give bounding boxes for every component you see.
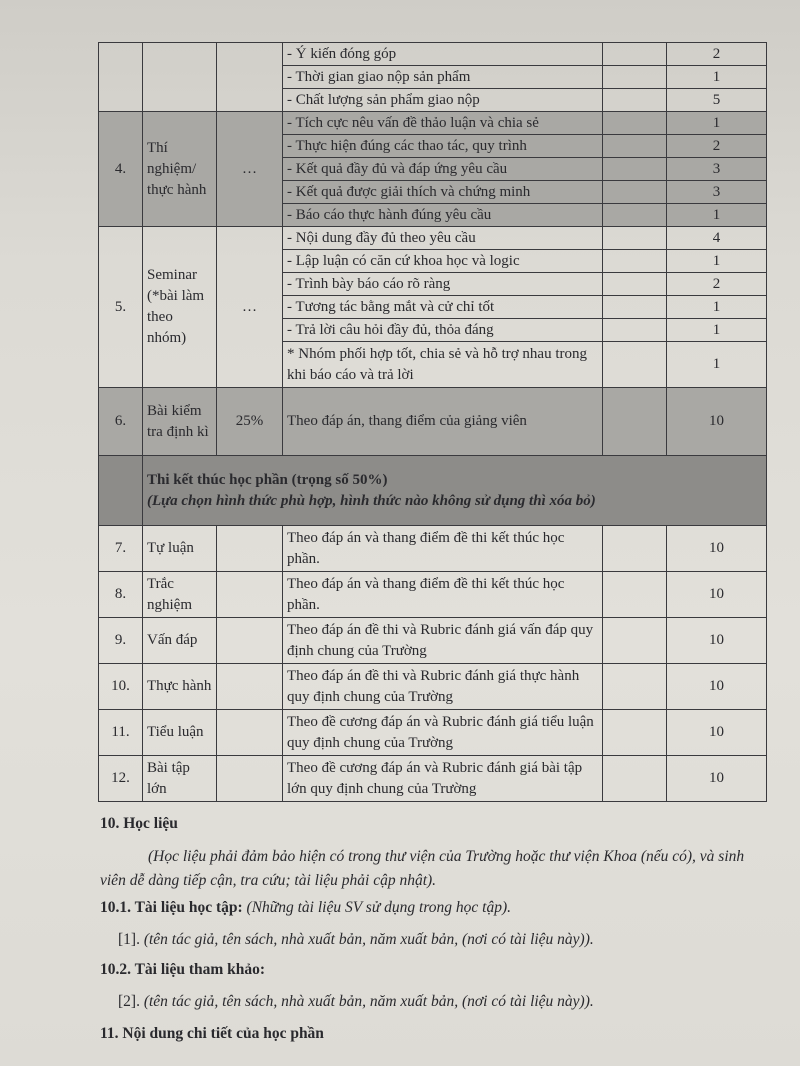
row-number: 10. (99, 664, 143, 710)
row-number: 8. (99, 572, 143, 618)
table-row (99, 112, 767, 135)
final-exam-header-row (99, 456, 767, 526)
assessment-weight: … (217, 112, 283, 227)
table-row (99, 710, 767, 756)
table-row (99, 388, 767, 456)
criterion-desc: Theo đề cương đáp án và Rubric đánh giá tiểu luận quy định chung của Trường (283, 710, 603, 756)
criterion-desc: Theo đáp án và thang điểm đề thi kết thúc học phần. (283, 526, 603, 572)
criterion-points: 2 (667, 135, 767, 158)
section-10-heading: 10. Học liệu (100, 815, 178, 832)
criterion-desc: * Nhóm phối hợp tốt, chia sẻ và hỗ trợ nhau trong khi báo cáo và trả lời (283, 342, 603, 388)
row-number: 6. (99, 388, 143, 456)
row-number: 11. (99, 710, 143, 756)
criterion-desc: - Kết quả đầy đủ và đáp ứng yêu cầu (283, 158, 603, 181)
table-row (99, 227, 767, 250)
assessment-name: Thực hành (143, 664, 217, 710)
reference-number: [1]. (118, 931, 140, 948)
table-row (99, 756, 767, 802)
section-10-2-heading: 10.2. Tài liệu tham khảo: (100, 961, 266, 978)
criterion-points: 1 (667, 250, 767, 273)
criterion-points: 2 (667, 43, 767, 66)
section-11-heading: 11. Nội dung chi tiết của học phần (100, 1025, 324, 1042)
criterion-points: 2 (667, 273, 767, 296)
criterion-desc: - Thực hiện đúng các thao tác, quy trình (283, 135, 603, 158)
criterion-points: 1 (667, 112, 767, 135)
criterion-desc: - Trả lời câu hỏi đầy đủ, thỏa đáng (283, 319, 603, 342)
criterion-desc: - Chất lượng sản phẩm giao nộp (283, 89, 603, 112)
criterion-points: 1 (667, 66, 767, 89)
row-number: 7. (99, 526, 143, 572)
final-exam-header (143, 456, 767, 526)
criterion-desc: - Lập luận có căn cứ khoa học và logic (283, 250, 603, 273)
assessment-name: Tự luận (143, 526, 217, 572)
table-row (99, 572, 767, 618)
criterion-desc: Theo đáp án và thang điểm đề thi kết thúc học phần. (283, 572, 603, 618)
section-10-intro: (Học liệu phải đảm bảo hiện có trong thư viện của Trường hoặc thư viện Khoa (nếu có), và sinh viên dễ dàng tiếp cận, tra cứu; tài liệu phải cập nhật). (100, 848, 745, 889)
row-number: 4. (99, 112, 143, 227)
criterion-points: 10 (667, 710, 767, 756)
row-number: 5. (99, 227, 143, 388)
assessment-weight: 25% (217, 388, 283, 456)
table-row (99, 618, 767, 664)
criterion-points: 4 (667, 227, 767, 250)
reference-number: [2]. (118, 993, 140, 1010)
assessment-name: Trắc nghiệm (143, 572, 217, 618)
section-10-1-note: (Những tài liệu SV sử dụng trong học tập). (246, 899, 512, 916)
criterion-points: 10 (667, 664, 767, 710)
table-row (99, 526, 767, 572)
criterion-desc: - Báo cáo thực hành đúng yêu cầu (283, 204, 603, 227)
assessment-name: Bài kiểm tra định kì (143, 388, 217, 456)
criterion-points: 10 (667, 756, 767, 802)
row-number: 12. (99, 756, 143, 802)
assessment-name: Vấn đáp (143, 618, 217, 664)
reference-text: (tên tác giả, tên sách, nhà xuất bản, năm xuất bản, (nơi có tài liệu này)). (143, 993, 594, 1010)
criterion-desc: - Thời gian giao nộp sản phẩm (283, 66, 603, 89)
criterion-points: 1 (667, 204, 767, 227)
assessment-table (98, 42, 767, 802)
criterion-points: 10 (667, 572, 767, 618)
assessment-name: Bài tập lớn (143, 756, 217, 802)
section-10-1-heading: 10.1. Tài liệu học tập: (100, 899, 243, 916)
criterion-desc: Theo đáp án đề thi và Rubric đánh giá vấn đáp quy định chung của Trường (283, 618, 603, 664)
reference-item-1 (118, 931, 594, 949)
criterion-points: 3 (667, 158, 767, 181)
criterion-desc: - Tích cực nêu vấn đề thảo luận và chia sẻ (283, 112, 603, 135)
criterion-points: 1 (667, 342, 767, 388)
criterion-desc: - Kết quả được giải thích và chứng minh (283, 181, 603, 204)
criterion-desc: - Ý kiến đóng góp (283, 43, 603, 66)
criterion-points: 10 (667, 388, 767, 456)
section-10-1 (100, 899, 511, 917)
criterion-points: 10 (667, 526, 767, 572)
criterion-desc: - Trình bày báo cáo rõ ràng (283, 273, 603, 296)
assessment-name: Tiểu luận (143, 710, 217, 756)
table-row (99, 43, 767, 66)
row-number: 9. (99, 618, 143, 664)
assessment-weight: … (217, 227, 283, 388)
criterion-points: 5 (667, 89, 767, 112)
reference-text: (tên tác giả, tên sách, nhà xuất bản, năm xuất bản, (nơi có tài liệu này)). (143, 931, 594, 948)
final-exam-note: (Lựa chọn hình thức phù hợp, hình thức nào không sử dụng thì xóa bỏ) (147, 492, 596, 509)
criterion-desc: - Nội dung đầy đủ theo yêu cầu (283, 227, 603, 250)
criterion-desc: Theo đề cương đáp án và Rubric đánh giá bài tập lớn quy định chung của Trường (283, 756, 603, 802)
criterion-points: 1 (667, 296, 767, 319)
criterion-desc: - Tương tác bằng mắt và cử chỉ tốt (283, 296, 603, 319)
final-exam-title: Thi kết thúc học phần (trọng số 50%) (147, 471, 388, 488)
criterion-points: 1 (667, 319, 767, 342)
criterion-points: 10 (667, 618, 767, 664)
table-row (99, 664, 767, 710)
criterion-desc: Theo đáp án đề thi và Rubric đánh giá thực hành quy định chung của Trường (283, 664, 603, 710)
criterion-points: 3 (667, 181, 767, 204)
criterion-desc: Theo đáp án, thang điểm của giảng viên (283, 388, 603, 456)
assessment-name: Thí nghiệm/ thực hành (143, 112, 217, 227)
reference-item-2 (118, 993, 594, 1011)
assessment-name: Seminar (*bài làm theo nhóm) (143, 227, 217, 388)
